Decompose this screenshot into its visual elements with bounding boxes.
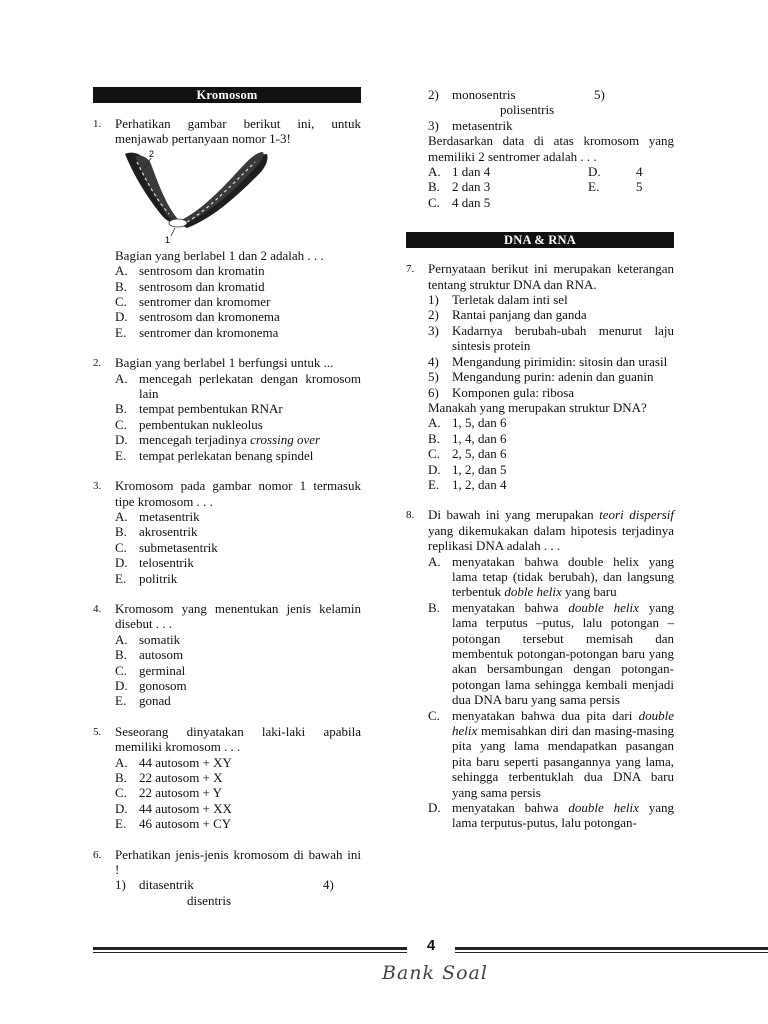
option-b[interactable] (115, 524, 361, 539)
item-number: 4) (428, 353, 439, 369)
option-c[interactable] (428, 708, 674, 800)
option-c[interactable] (428, 446, 674, 461)
statement-item (428, 385, 674, 400)
option-letter: E. (115, 570, 127, 586)
option-letter: A. (428, 415, 441, 431)
option-text: 1, 5, dan 6 (452, 415, 507, 431)
option-row (428, 195, 674, 210)
item-text: Mengandung purin: adenin dan guanin (452, 369, 654, 385)
option-text: 1, 4, dan 6 (452, 430, 507, 446)
option-text: 22 autosom + X (139, 770, 223, 785)
option-a[interactable] (115, 263, 361, 278)
item-number: 1) (115, 877, 126, 893)
statement-item (428, 307, 674, 322)
item-text: Komponen gula: ribosa (452, 384, 575, 400)
question-7 (406, 261, 674, 492)
option-letter: B. (115, 770, 127, 785)
option-letter: A. (115, 754, 128, 770)
item-number: 5) (428, 369, 439, 385)
item-number: 3) (428, 322, 439, 338)
question-6 (93, 847, 361, 909)
question-text: Perhatikan jenis-jenis kromosom di bawah ini ! (115, 846, 361, 878)
option-letter: D. (115, 555, 128, 571)
option-b[interactable] (115, 770, 361, 785)
option-text: 44 autosom + XY (139, 754, 232, 770)
item-number: 2) (428, 87, 439, 102)
statement-item (428, 323, 674, 354)
item-number: 1) (428, 292, 439, 308)
brand-wordmark: Bank Soal (382, 962, 488, 984)
question-text: Di bawah ini yang merupakan teori dispersif yang dikemukakan dalam hipotesis terjadinya replikasi DNA adalah . . . (428, 507, 674, 554)
option-letter: D. (428, 800, 441, 816)
item-number: 6) (428, 384, 439, 400)
figure-label-2: 2 (149, 148, 155, 159)
option-letter: B. (115, 278, 127, 294)
option-row (428, 164, 674, 179)
italic-term: teori dispersif (599, 507, 674, 523)
option-text: akrosentrik (139, 524, 198, 540)
option-letter: D. (115, 309, 128, 325)
question-number: 3. (93, 480, 102, 493)
option-letter: C. (115, 294, 127, 310)
section-banner-kromosom: Kromosom (93, 87, 361, 103)
option-text: 46 autosom + CY (139, 816, 232, 832)
option-text: 44 autosom + XX (139, 800, 232, 816)
option-a[interactable] (115, 755, 361, 770)
option-b[interactable] (428, 600, 674, 708)
kromosom-list-row (115, 877, 361, 892)
option-a[interactable] (115, 509, 361, 524)
option-c[interactable] (115, 663, 361, 678)
option-text: menyatakan bahwa dua pita dari double helix memisahkan diri dan masing-masing pita yang lama mendapatkan pasangan pita baru seperti pasangannya yang lama, sehingga terbentuklah dua DNA baru yang sama persis (452, 707, 674, 800)
option-text: sentrosom dan kromatin (139, 263, 265, 279)
option-text: submetasentrik (139, 539, 218, 555)
option-text: metasentrik (139, 508, 200, 524)
option-d[interactable] (428, 800, 674, 831)
page-number: 4 (426, 937, 436, 954)
item-number: 5) (594, 87, 605, 102)
question-number: 8. (406, 509, 415, 522)
question-number: 5. (93, 725, 102, 738)
option-e[interactable] (428, 477, 674, 492)
item-text: polisentris (500, 102, 555, 118)
option-b[interactable] (428, 431, 674, 446)
item-text: Mengandung pirimidin: sitosin dan urasil (452, 353, 668, 369)
option-b[interactable]: B. 2 dan 3 (428, 179, 491, 195)
option-text: 22 autosom + Y (139, 785, 223, 801)
option-e[interactable] (115, 448, 361, 463)
option-letter: A. (428, 553, 441, 569)
kromosom-list-row (428, 118, 674, 133)
option-text: gonosom (139, 677, 187, 693)
option-a[interactable] (115, 632, 361, 647)
footer-rule-right-thin (455, 952, 768, 953)
question-stem: Berdasarkan data di atas kromosom yang memiliki 2 sentromer adalah . . . (428, 133, 674, 164)
question-text: Perhatikan gambar berikut ini, untuk menjawab pertanyaan nomor 1-3! (115, 116, 361, 147)
item-text: Kadarnya berubah-ubah menurut laju sintesis protein (452, 322, 674, 354)
option-d[interactable] (428, 462, 674, 477)
chromosome-illustration (115, 148, 275, 244)
option-d[interactable]: D. 4 (588, 164, 643, 180)
option-text: 2, 5, dan 6 (452, 446, 507, 462)
italic-term: crossing over (250, 432, 321, 448)
question-number: 2. (93, 357, 102, 370)
option-a[interactable]: A. 1 dan 4 (428, 164, 491, 180)
question-stem: Manakah yang merupakan struktur DNA? (428, 399, 647, 415)
option-letter: E. (115, 324, 127, 340)
footer-rule-left-thin (93, 952, 407, 953)
option-letter: C. (115, 416, 127, 432)
section-banner-dna-rna: DNA & RNA (406, 232, 674, 248)
item-text: metasentrik (452, 117, 513, 133)
option-b[interactable] (115, 279, 361, 294)
question-8 (406, 507, 674, 831)
option-c[interactable] (115, 417, 361, 432)
option-text: pembentukan nukleolus (139, 416, 263, 432)
question-number: 1. (93, 118, 102, 130)
option-letter: D. (428, 461, 441, 477)
option-text: menyatakan bahwa double helix yang lama terputus –putus, lalu potongan – potongan tersebut memisah dan membentuk potongan-potongan baru yang akan bersambungan dengan potongan-potongan lama sehingga kembali menjadi dua DNA baru yang sama persis (452, 599, 674, 708)
option-text: sentrosom dan kromonema (139, 309, 280, 325)
question-3 (93, 478, 361, 586)
question-text: Seseorang dinyatakan laki-laki apabila memiliki kromosom . . . (115, 723, 361, 755)
option-letter: D. (115, 677, 128, 693)
option-e[interactable] (115, 325, 361, 340)
option-b[interactable] (115, 647, 361, 662)
question-number: 7. (406, 263, 415, 276)
left-column (93, 87, 361, 908)
kromosom-list-row (428, 87, 674, 102)
question-stem: Bagian yang berlabel 1 dan 2 adalah . . . (115, 247, 324, 263)
item-text: monosentris (452, 87, 516, 102)
option-text: sentromer dan kromomer (139, 294, 271, 310)
option-letter: A. (115, 508, 128, 524)
option-text: politrik (139, 570, 178, 586)
footer-rule-left (93, 947, 407, 950)
option-d[interactable] (115, 309, 361, 324)
option-b[interactable] (115, 401, 361, 416)
option-e[interactable] (115, 571, 361, 586)
option-text: menyatakan bahwa double helix yang lama terputus-putus, lalu potongan- (452, 800, 674, 831)
option-text: 1, 2, dan 5 (452, 461, 507, 477)
statement-item (428, 292, 674, 307)
item-text: Rantai panjang dan ganda (452, 307, 587, 323)
question-text: Kromosom yang menentukan jenis kelamin disebut . . . (115, 600, 361, 632)
option-a[interactable] (428, 554, 674, 600)
footer-rule-right (455, 947, 768, 950)
option-d[interactable] (115, 801, 361, 816)
option-letter: E. (428, 476, 440, 492)
option-text: mencegah terjadinya crossing over (139, 432, 321, 448)
option-e[interactable] (115, 693, 361, 708)
item-number: 2) (428, 307, 439, 323)
option-letter: C. (428, 446, 440, 462)
option-c[interactable] (115, 294, 361, 309)
option-text: tempat pembentukan RNAr (139, 401, 283, 417)
option-letter: C. (115, 539, 127, 555)
question-number: 4. (93, 602, 102, 615)
question-6-continued (406, 87, 674, 210)
option-letter: A. (115, 631, 128, 647)
option-a[interactable] (115, 371, 361, 402)
question-number: 6. (93, 848, 102, 861)
option-d[interactable] (115, 555, 361, 570)
item-number: 4) (323, 877, 334, 893)
option-letter: E. (115, 447, 127, 463)
option-text: somatik (139, 631, 181, 647)
option-letter: D. (115, 432, 128, 448)
item-number: 3) (428, 117, 439, 133)
option-e[interactable] (115, 816, 361, 831)
question-2 (93, 355, 361, 463)
option-letter: E. (115, 816, 127, 832)
option-letter: B. (428, 599, 440, 615)
question-5 (93, 724, 361, 832)
option-text: menyatakan bahwa double helix yang lama tetap (tidak berubah), dan langsung terbentuk doble helix yang baru (452, 553, 674, 600)
question-4 (93, 601, 361, 709)
option-c[interactable] (115, 540, 361, 555)
option-letter: B. (115, 647, 127, 663)
option-row (428, 179, 674, 194)
option-a[interactable] (428, 415, 674, 430)
item-text: ditasentrik (139, 877, 194, 893)
option-text: sentromer dan kromonema (139, 324, 279, 340)
option-e[interactable]: E. 5 (588, 179, 643, 195)
option-d[interactable] (115, 678, 361, 693)
option-text: telosentrik (139, 555, 194, 571)
option-text: autosom (139, 647, 184, 663)
question-text: Bagian yang berlabel 1 berfungsi untuk ... (115, 355, 334, 371)
option-letter: B. (428, 430, 440, 446)
option-letter: E. (115, 693, 127, 709)
question-text: Pernyataan berikut ini merupakan keterangan tentang struktur DNA dan RNA. (428, 261, 674, 292)
option-letter: C. (115, 785, 127, 801)
option-text: sentrosom dan kromatid (139, 278, 265, 294)
item-text: Terletak dalam inti sel (452, 292, 568, 308)
option-letter: A. (115, 370, 128, 386)
option-d[interactable] (115, 432, 361, 447)
option-c[interactable]: C. 4 dan 5 (428, 194, 491, 210)
option-text: tempat perlekatan benang spindel (139, 447, 314, 463)
item-text: disentris (187, 892, 232, 908)
option-text: mencegah perlekatan dengan kromosom lain (139, 370, 361, 402)
option-letter: B. (115, 524, 127, 540)
statement-item (428, 354, 674, 369)
right-column (406, 87, 674, 831)
question-1 (93, 116, 361, 340)
figure-label-1: 1 (165, 234, 171, 244)
option-letter: C. (428, 707, 440, 723)
option-text: gonad (139, 693, 171, 709)
option-text: 1, 2, dan 4 (452, 476, 507, 492)
option-letter: A. (115, 263, 128, 279)
question-text: Kromosom pada gambar nomor 1 termasuk tipe kromosom . . . (115, 478, 361, 509)
option-letter: D. (115, 800, 128, 816)
option-letter: B. (115, 401, 127, 417)
statement-item (428, 369, 674, 384)
option-c[interactable] (115, 785, 361, 800)
option-text: germinal (139, 662, 186, 678)
option-letter: C. (115, 662, 127, 678)
chromosome-figure (115, 148, 361, 244)
